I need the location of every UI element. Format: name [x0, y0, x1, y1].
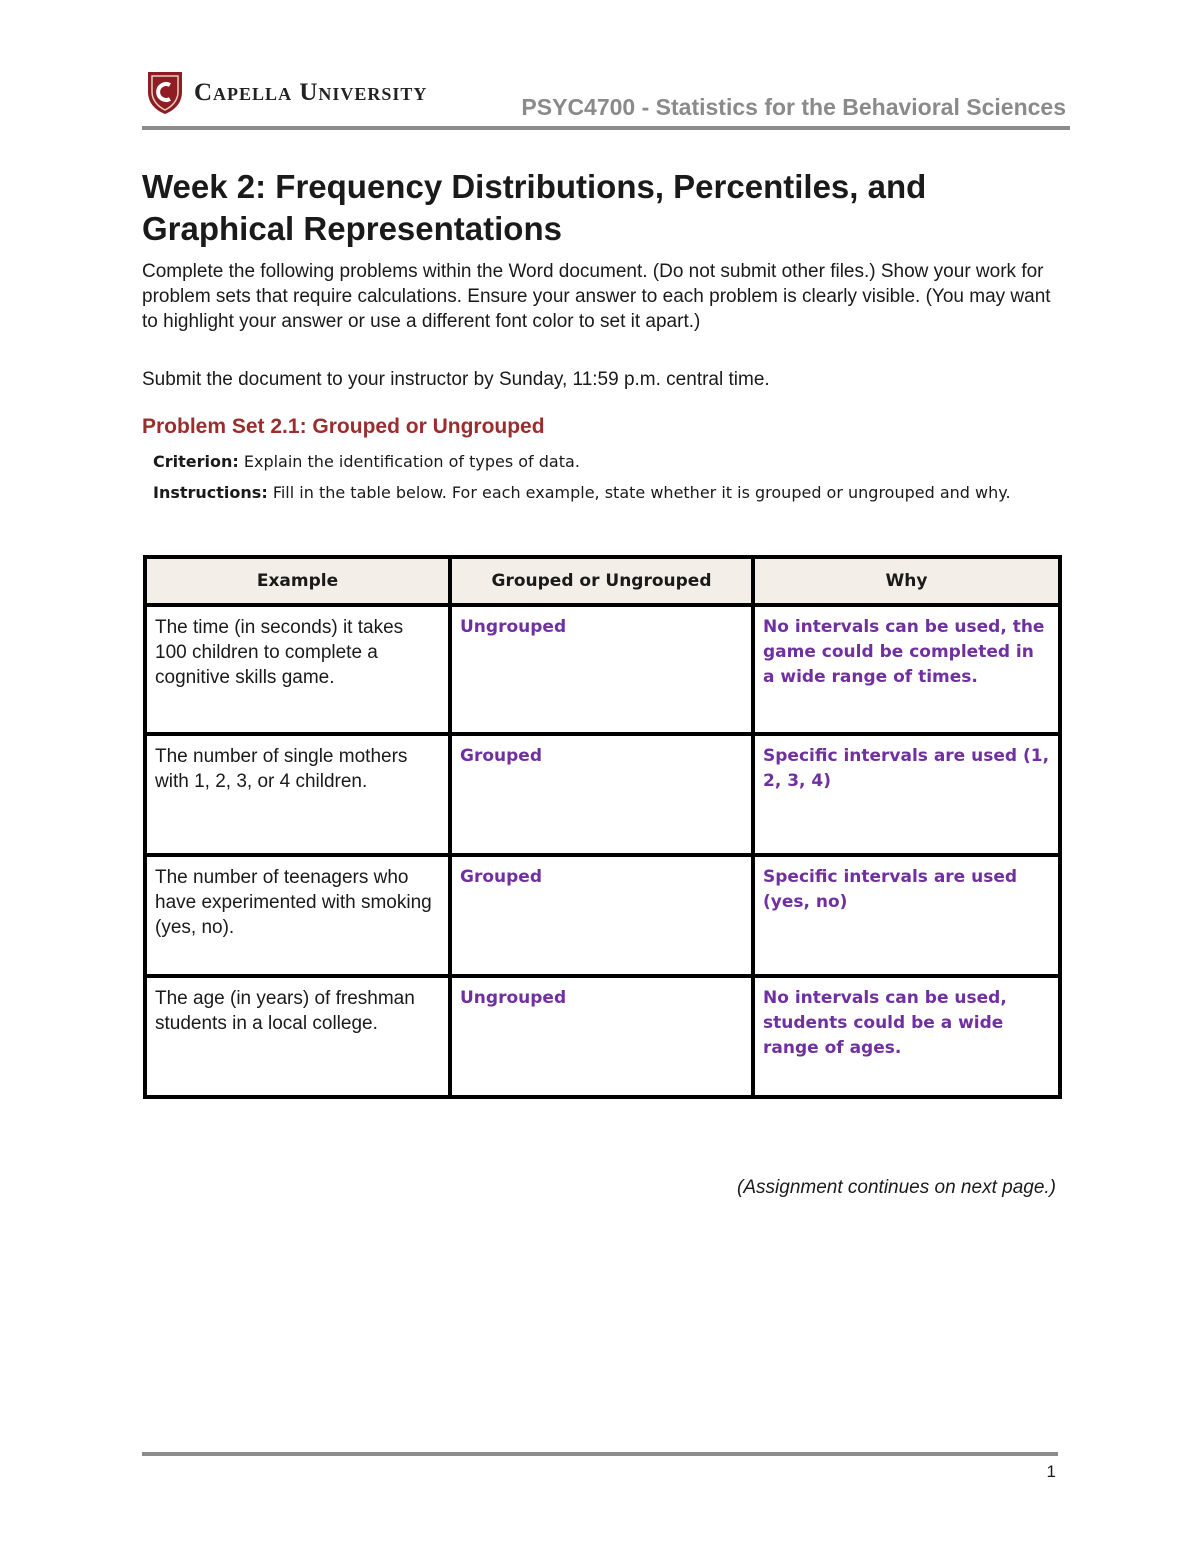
submission-note: Submit the document to your instructor by Sunday, 11:59 p.m. central time. [142, 369, 770, 390]
example-cell: The age (in years) of freshman students in a local college. [145, 976, 450, 1097]
continuation-note: (Assignment continues on next page.) [737, 1177, 1056, 1198]
table-row [145, 976, 1060, 1097]
criterion-label: Criterion: [153, 452, 239, 471]
example-cell: The number of teenagers who have experimented with smoking (yes, no). [145, 855, 450, 976]
grouped-ungrouped-table [143, 555, 1062, 1099]
header-divider [142, 126, 1070, 130]
column-header-why: Why [753, 557, 1060, 605]
problem-set-heading [142, 412, 545, 442]
university-logo [146, 68, 427, 118]
problem-set-label: Problem Set 2.1 [142, 415, 300, 438]
table-header-row [145, 557, 1060, 605]
intro-paragraph: Complete the following problems within the Word document. (Do not submit other files.) Show your work for problem sets that require calculations. Ensure your answer to each problem is clearly visible. (You may want to highlight your answer or use a different font color to set it apart.) [142, 261, 1051, 332]
why-cell: No intervals can be used, students could be a wide range of ages. [753, 976, 1060, 1097]
table-row [145, 605, 1060, 734]
column-header-grouped: Grouped or Ungrouped [450, 557, 753, 605]
course-title: PSYC4700 - Statistics for the Behavioral Sciences [521, 94, 1066, 120]
instructions [153, 482, 1043, 504]
problem-set-title: Grouped or Ungrouped [312, 415, 545, 438]
example-cell: The time (in seconds) it takes 100 children to complete a cognitive skills game. [145, 605, 450, 734]
page-number: 1 [1046, 1462, 1056, 1481]
answer-cell: Grouped [450, 734, 753, 855]
example-cell: The number of single mothers with 1, 2, 3, or 4 children. [145, 734, 450, 855]
problem-set-separator: : [299, 415, 307, 438]
why-cell: Specific intervals are used (1, 2, 3, 4) [753, 734, 1060, 855]
criterion-text: Explain the identification of types of data. [243, 452, 580, 471]
logo-wordmark: Capella University [194, 79, 428, 106]
why-cell: Specific intervals are used (yes, no) [753, 855, 1060, 976]
why-cell: No intervals can be used, the game could be completed in a wide range of times. [753, 605, 1060, 734]
table-row [145, 734, 1060, 855]
answer-cell: Ungrouped [450, 976, 753, 1097]
instructions-text: Fill in the table below. For each example, state whether it is grouped or ungrouped and why. [272, 483, 1011, 502]
page-header [142, 66, 1070, 130]
capella-shield-icon [146, 70, 184, 116]
answer-cell: Grouped [450, 855, 753, 976]
page-title: Week 2: Frequency Distributions, Percentiles, and Graphical Representations [142, 168, 927, 247]
answer-cell: Ungrouped [450, 605, 753, 734]
column-header-example: Example [145, 557, 450, 605]
footer-divider [142, 1452, 1058, 1456]
instructions-label: Instructions: [153, 483, 268, 502]
criterion [153, 451, 1053, 473]
table-row [145, 855, 1060, 976]
